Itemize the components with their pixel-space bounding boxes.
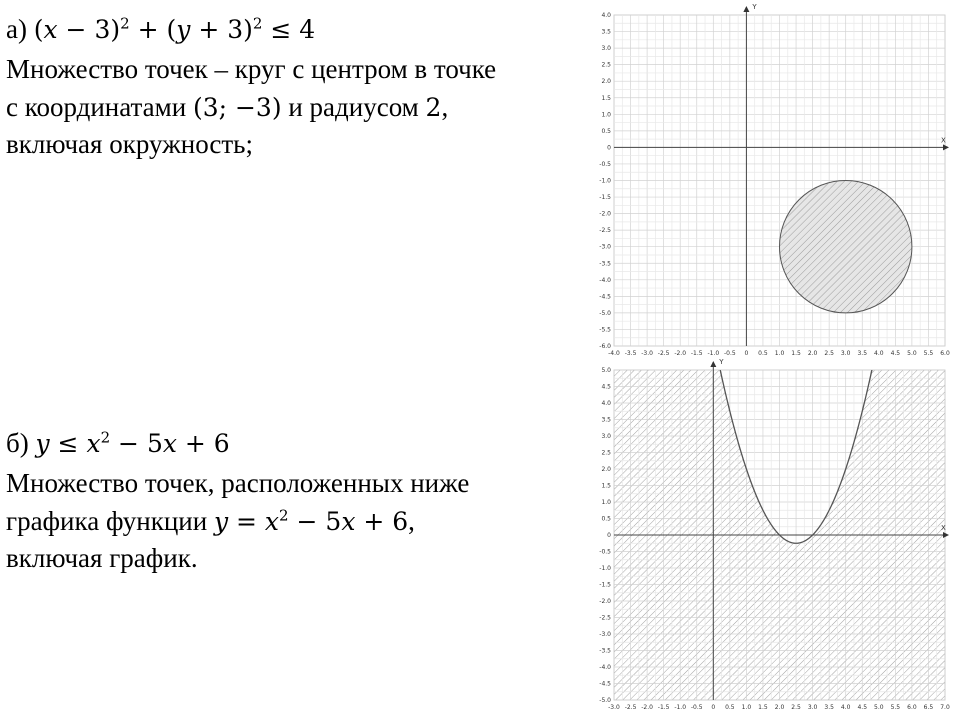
x-tick-label: -2.0 [674, 350, 687, 357]
y-tick-label: -4.0 [599, 276, 611, 284]
part-b-label: б) [6, 428, 29, 458]
x-tick-label: -3.0 [641, 350, 653, 357]
x-tick-label: 5.0 [874, 704, 884, 711]
y-tick-label: -4.0 [599, 664, 611, 671]
x-axis-name: X [941, 136, 946, 145]
part-b-description-1: Множество точек, расположенных ниже [6, 468, 470, 498]
x-tick-label: 3.0 [807, 704, 818, 711]
x-tick-label: 0 [744, 350, 749, 357]
x-tick-label: 5.5 [923, 350, 934, 357]
y-tick-label: -5.0 [599, 309, 611, 317]
x-tick-label: 1.0 [741, 704, 752, 711]
x-tick-label: 4.0 [874, 350, 884, 357]
y-tick-label: 0 [607, 144, 611, 152]
x-tick-label: -3.5 [624, 350, 637, 357]
x-tick-label: -3.0 [608, 704, 620, 711]
y-tick-label: 3.5 [601, 28, 611, 36]
grid [614, 15, 945, 346]
part-a-description-3: включая окружность; [6, 129, 253, 159]
x-tick-label: -2.0 [641, 704, 653, 711]
x-tick-label: -0.5 [690, 704, 703, 711]
y-tick-label: -4.5 [599, 293, 611, 301]
x-tick-label: 3.0 [840, 350, 851, 357]
x-tick-label: 7.0 [940, 704, 950, 711]
y-tick-label: 1.5 [601, 482, 611, 490]
y-tick-label: -2.0 [599, 598, 611, 605]
y-tick-label: 2.0 [601, 78, 611, 86]
x-tick-label: 0 [711, 704, 716, 711]
y-tick-label: -5.5 [599, 326, 611, 334]
x-tick-label: 1.5 [758, 704, 768, 711]
part-b-function: $y = x^2 - 5x + 6$ [213, 506, 409, 536]
y-tick-label: -6.0 [599, 343, 611, 350]
y-tick-label: 4.5 [601, 383, 611, 391]
y-tick-label: 4.0 [601, 400, 611, 407]
y-tick-label: 1.5 [601, 94, 611, 102]
y-tick-label: 1.0 [601, 111, 611, 119]
y-tick-label: -4.5 [599, 680, 611, 688]
y-tick-label: 0 [607, 532, 611, 539]
y-tick-label: 3.5 [601, 416, 611, 424]
x-tick-label: 6.0 [907, 704, 917, 711]
x-tick-label: 5.0 [907, 350, 917, 357]
y-axis-name: Y [752, 3, 757, 11]
y-tick-label: -3.5 [599, 647, 611, 655]
x-tick-label: -0.5 [723, 350, 736, 357]
y-tick-label: -1.5 [599, 581, 611, 589]
x-tick-label: 4.5 [890, 350, 901, 357]
y-tick-label: -1.0 [599, 565, 611, 572]
part-a-label: а) [6, 14, 27, 44]
x-tick-label: 1.5 [791, 350, 801, 357]
circle-graph [599, 3, 950, 357]
y-tick-label: -0.5 [599, 160, 611, 168]
part-a-description-2: с координатами (3; −3) и радиусом 2, [6, 92, 449, 122]
y-tick-label: -2.0 [599, 210, 611, 218]
x-tick-label: 0.5 [725, 704, 735, 711]
part-a-inequality: $(x - 3)^2 + (y + 3)^2 \le 4$ [33, 14, 316, 44]
x-axis-name: X [941, 524, 946, 532]
x-tick-label: 0.5 [758, 350, 768, 357]
part-a-description-1: Множество точек – круг с центром в точке [6, 54, 497, 84]
y-tick-label: -1.5 [599, 194, 611, 202]
y-tick-label: -3.0 [599, 631, 611, 638]
y-tick-label: 3.0 [601, 433, 611, 440]
x-tick-label: -1.0 [674, 704, 687, 711]
y-tick-label: 2.5 [601, 61, 611, 69]
x-tick-label: -2.5 [657, 350, 670, 357]
y-tick-label: 3.0 [601, 45, 611, 53]
x-tick-label: 2.5 [791, 704, 801, 711]
x-tick-label: 1.0 [774, 350, 785, 357]
y-tick-label: -2.5 [599, 227, 611, 235]
x-tick-label: 4.0 [840, 704, 851, 711]
y-axis-name: Y [719, 358, 724, 366]
x-tick-label: -1.5 [657, 704, 670, 711]
x-tick-label: -4.0 [608, 350, 620, 357]
x-tick-label: 3.5 [824, 704, 834, 711]
x-tick-label: 6.0 [940, 350, 950, 357]
x-tick-label: 3.5 [857, 350, 868, 357]
part-b-inequality: $y \le x^2 - 5x + 6$ [35, 428, 230, 458]
y-tick-label: 5.0 [601, 367, 611, 374]
y-tick-label: -3.0 [599, 243, 611, 251]
x-tick-label: 5.5 [890, 704, 901, 711]
x-tick-label: -2.5 [624, 704, 637, 711]
y-tick-label: 0.5 [601, 515, 611, 523]
y-tick-label: -2.5 [599, 614, 611, 622]
x-tick-label: 6.5 [923, 704, 934, 711]
part-b-description-2: графика функции $y = x^2 - 5x + 6$, [6, 506, 415, 536]
x-tick-label: 2.0 [774, 704, 785, 711]
part-b-description-3: включая график. [6, 543, 198, 573]
x-tick-label: -1.0 [707, 350, 720, 357]
y-tick-label: -1.0 [599, 177, 611, 185]
y-tick-label: 1.0 [601, 499, 611, 506]
y-tick-label: -5.0 [599, 697, 611, 704]
y-tick-label: 2.0 [601, 466, 611, 473]
y-tick-label: 0.5 [601, 127, 611, 135]
y-tick-label: 2.5 [601, 449, 611, 457]
y-tick-label: 4.0 [601, 12, 611, 19]
y-tick-label: -3.5 [599, 260, 611, 268]
x-tick-label: 4.5 [857, 704, 868, 711]
x-tick-label: -1.5 [690, 350, 703, 357]
y-tick-label: -0.5 [599, 548, 611, 556]
x-tick-label: 2.0 [807, 350, 818, 357]
circle-boundary [780, 181, 912, 313]
x-tick-label: 2.5 [824, 350, 834, 357]
